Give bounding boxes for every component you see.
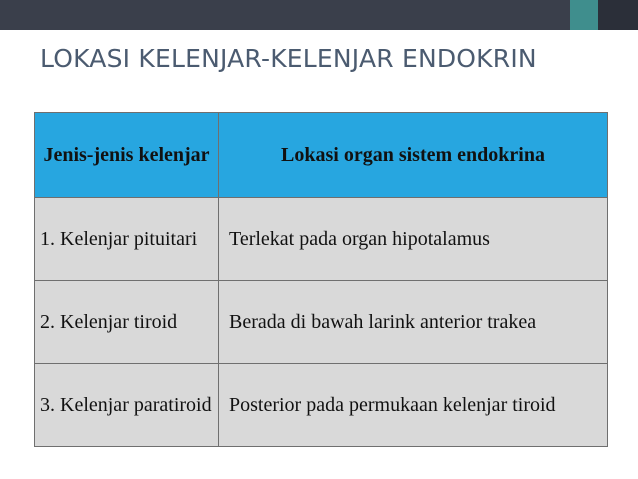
top-bar-accent <box>570 0 598 30</box>
cell-gland-name: 3. Kelenjar paratiroid <box>35 364 219 447</box>
table-row <box>35 364 608 447</box>
top-bar-end <box>598 0 638 30</box>
top-decorative-bar <box>0 0 638 30</box>
table-header-row <box>35 113 608 198</box>
table-row <box>35 198 608 281</box>
cell-gland-location: Berada di bawah larink anterior trakea <box>219 281 608 364</box>
top-bar-main <box>0 0 570 30</box>
cell-gland-location: Terlekat pada organ hipotalamus <box>219 198 608 281</box>
header-organ-location: Lokasi organ sistem endokrina <box>219 113 608 198</box>
cell-gland-name: 1. Kelenjar pituitari <box>35 198 219 281</box>
cell-gland-location: Posterior pada permukaan kelenjar tiroid <box>219 364 608 447</box>
endocrine-location-table <box>34 112 608 447</box>
header-gland-type: Jenis-jenis kelenjar <box>35 113 219 198</box>
slide-title: LOKASI KELENJAR-KELENJAR ENDOKRIN <box>40 44 537 73</box>
table-row <box>35 281 608 364</box>
cell-gland-name: 2. Kelenjar tiroid <box>35 281 219 364</box>
